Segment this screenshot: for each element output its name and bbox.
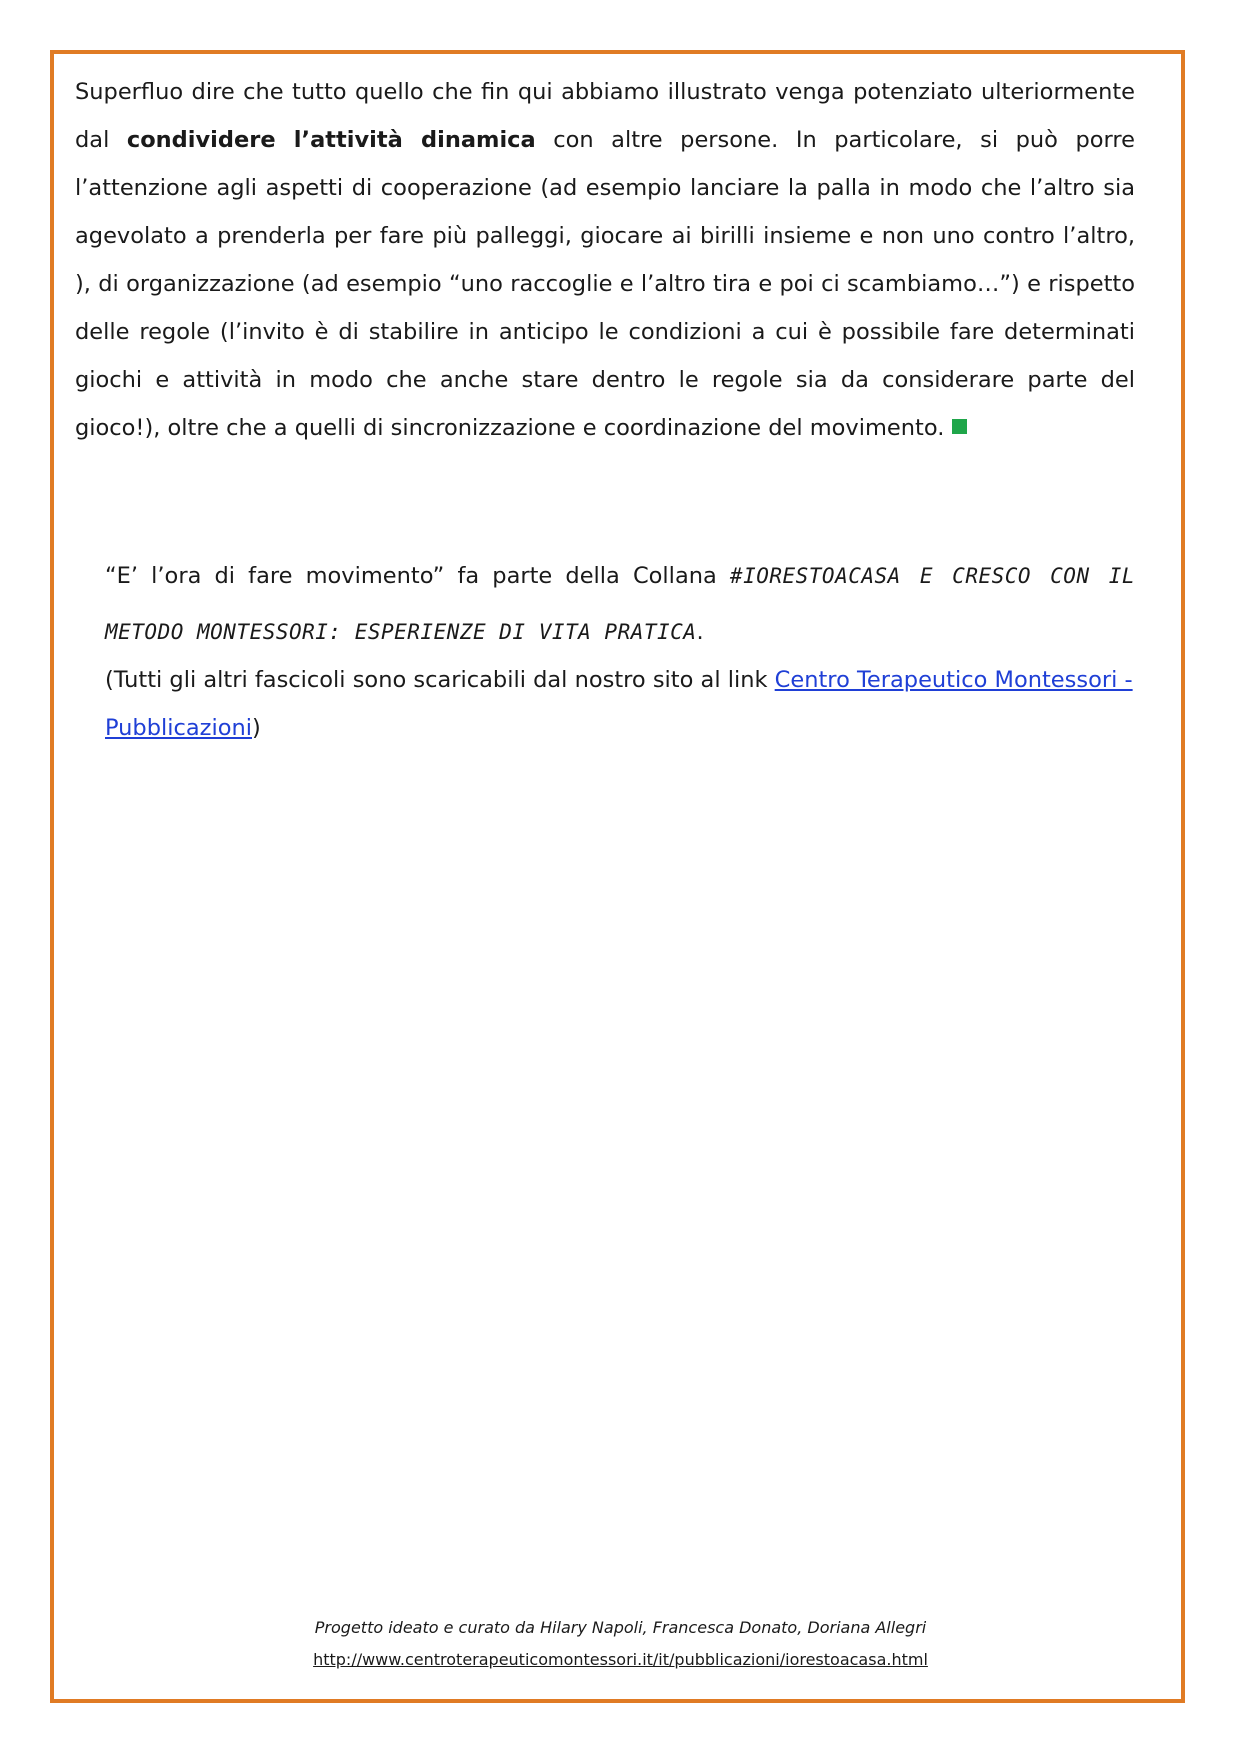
download-note-trailing: ) bbox=[252, 715, 261, 741]
publications-link[interactable]: Centro Terapeutico Montessori - Pubblicazioni bbox=[105, 667, 1133, 741]
green-square-end-marker-icon bbox=[952, 419, 967, 434]
page-footer bbox=[50, 1612, 1191, 1676]
intro-text-part1: Superfluo dire che tutto quello che fin qui abbiamo illustrato venga potenziato ulteriormente dal bbox=[75, 79, 1135, 153]
collana-block bbox=[105, 548, 1135, 752]
footer-credits: Progetto ideato e curato da Hilary Napoli, Francesca Donato, Doriana Allegri bbox=[314, 1618, 927, 1637]
intro-text-part2: con altre persone. In particolare, si può porre l’attenzione agli aspetti di cooperazione (ad esempio lanciare la palla in modo che l’altro sia agevolato a prenderla per fare più palleggi, giocare ai birilli insieme e non uno contro l’altro, ), di organizzazione (ad esempio “uno raccoglie e l’altro tira e poi ci scambiamo…”) e rispetto delle regole (l’invito è di stabilire in anticipo le condizioni a cui è possibile fare determinati giochi e attività in modo che anche stare dentro le regole sia da considerare parte del gioco!), oltre che a quelli di sincronizzazione e coordinazione del movimento. bbox=[75, 127, 1135, 441]
download-note-lead: (Tutti gli altri fascicoli sono scaricabili dal nostro sito al link bbox=[105, 667, 775, 693]
collana-trailing: . bbox=[696, 619, 704, 645]
series-title: #IORESTOACASA E CRESCO CON IL METODO MONTESSORI: ESPERIENZE DI VITA PRATICA bbox=[105, 564, 1135, 644]
collana-lead: “E’ l’ora di fare movimento” fa parte della Collana bbox=[105, 563, 730, 589]
collana-statement bbox=[105, 548, 1135, 660]
intro-emphasis: condividere l’attività dinamica bbox=[126, 127, 536, 153]
footer-url-link[interactable]: http://www.centroterapeuticomontessori.it/it/pubblicazioni/iorestoacasa.html bbox=[313, 1650, 928, 1669]
intro-paragraph bbox=[75, 68, 1135, 452]
download-note bbox=[105, 656, 1135, 752]
